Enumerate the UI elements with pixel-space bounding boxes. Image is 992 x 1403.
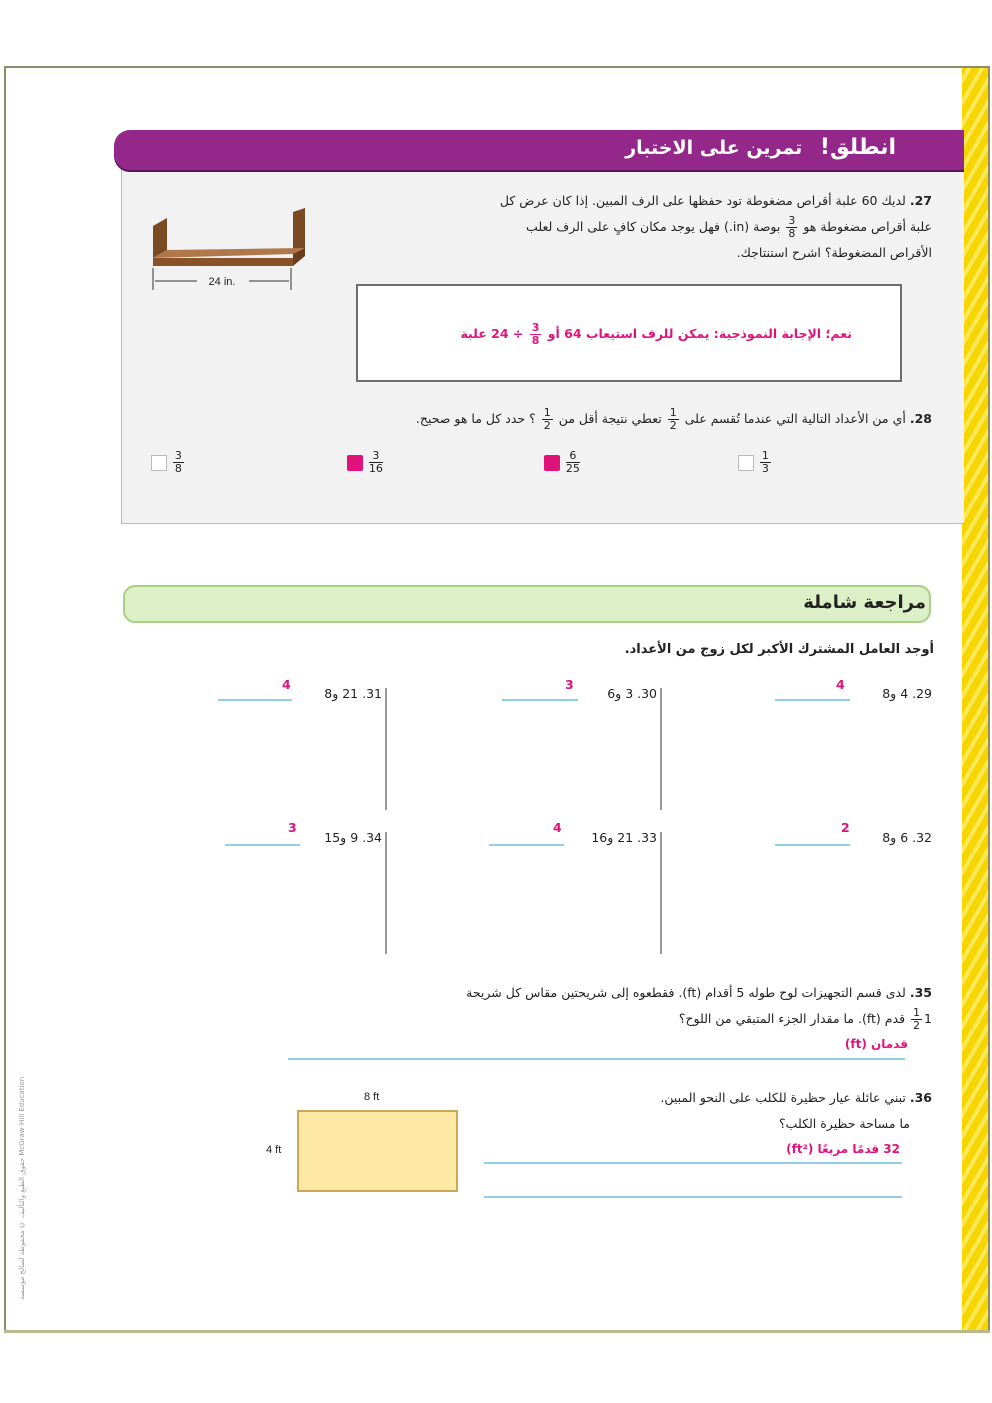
q36-text-a: تبني عائلة عيار حظيرة للكلب على النحو المبين. xyxy=(660,1090,906,1105)
q28-option-3[interactable]: $\frac{3}{16}$ xyxy=(347,450,385,475)
column-divider xyxy=(660,688,662,810)
review-instruction: أوجد العامل المشترك الأكبر لكل زوج من الأعداد. xyxy=(624,642,934,657)
q30-label: 30. 3 و6 xyxy=(607,686,657,701)
column-divider xyxy=(385,688,387,810)
q31-answer-line[interactable] xyxy=(218,699,292,701)
bottom-band xyxy=(4,1330,990,1333)
q36-answer-line-2[interactable] xyxy=(484,1196,902,1198)
q35-number: 35. xyxy=(909,985,932,1000)
q32-label: 32. 6 و8 xyxy=(882,830,932,845)
q28-text-c: ؟ حدد كل ما هو صحيح. xyxy=(415,411,536,426)
question-36 xyxy=(660,1085,932,1137)
q27-text-b1: علبة أقراص مضغوطة هو xyxy=(803,219,932,234)
q35-answer: قدمان (ft) xyxy=(844,1037,908,1051)
banner-title: انطلق! xyxy=(819,135,896,160)
q33-answer: 4 xyxy=(553,820,562,835)
q27-number: 27. xyxy=(909,193,932,208)
banner-heading xyxy=(625,135,896,160)
column-divider xyxy=(660,832,662,954)
q28-half-a: $\frac{1}{2}$ xyxy=(669,406,677,432)
pen-height-label: 4 ft xyxy=(266,1144,282,1156)
column-divider xyxy=(385,832,387,954)
q30-answer-line[interactable] xyxy=(502,699,578,701)
q36-text-b: ما مساحة حظيرة الكلب؟ xyxy=(779,1116,910,1131)
q35-text-b: قدم (ft). ما مقدار الجزء المتبقي من اللوح؟ xyxy=(678,1011,906,1026)
q30-answer: 3 xyxy=(565,677,574,692)
pen-width-label: 8 ft xyxy=(364,1091,380,1103)
q36-answer: 32 قدمًا مربعًا (ft²) xyxy=(786,1142,900,1156)
q36-answer-line-1[interactable] xyxy=(484,1162,902,1164)
q36-number: 36. xyxy=(909,1090,932,1105)
question-28 xyxy=(416,406,932,432)
q34-answer: 3 xyxy=(288,820,297,835)
q27-fraction: $\frac{3}{8}$ xyxy=(788,214,796,240)
q35-mixed-number: 1 $\frac{1}{2}$ xyxy=(913,1006,932,1032)
q28-text-a: أي من الأعداد التالية التي عندما تُقسم على xyxy=(684,411,906,426)
checkbox[interactable] xyxy=(347,455,363,471)
checkbox[interactable] xyxy=(544,455,560,471)
q35-text-a: لدى قسم التجهيزات لوح طوله 5 أقدام (ft). فقطعوه إلى شريحتين مقاس كل شريحة xyxy=(466,985,906,1000)
banner-subtitle: تمرين على الاختبار xyxy=(625,137,803,159)
question-35 xyxy=(340,980,932,1032)
q28-option-2[interactable]: $\frac{6}{25}$ xyxy=(544,450,582,475)
q31-answer: 4 xyxy=(282,677,291,692)
q28-text-b: تعطي نتيجة أقل من xyxy=(558,411,662,426)
yellow-edge-stripe xyxy=(962,68,988,1330)
q27-text-a: لديك 60 علبة أقراص مضغوطة تود حفظها على الرف المبين. إذا كان عرض كل xyxy=(499,193,906,208)
shelf-width-label: 24 in. xyxy=(208,276,236,288)
q28-option-4[interactable]: $\frac{3}{8}$ xyxy=(151,450,186,475)
review-title: مراجعة شاملة xyxy=(803,592,926,613)
checkbox[interactable] xyxy=(738,455,754,471)
q28-number: 28. xyxy=(909,411,932,426)
q33-answer-line[interactable] xyxy=(489,844,564,846)
dog-pen-rectangle xyxy=(297,1110,458,1192)
q29-answer: 4 xyxy=(836,677,845,692)
q28-half-b: $\frac{1}{2}$ xyxy=(543,406,551,432)
q28-option-1[interactable]: $\frac{1}{3}$ xyxy=(738,450,773,475)
q29-label: 29. 4 و8 xyxy=(882,686,932,701)
copyright-credit: حقوق الطبع والتأليف © محفوظة لصالح مؤسسة McGraw-Hill Education xyxy=(18,1076,26,1300)
q29-answer-line[interactable] xyxy=(775,699,850,701)
q27-answer: نعم؛ الإجابة النموذجية: يمكن للرف استيعاب 64 أو $\frac{3}{8}$ ÷ 24 علبة xyxy=(460,321,852,347)
q34-answer-line[interactable] xyxy=(225,844,300,846)
q35-answer-line[interactable] xyxy=(288,1058,905,1060)
checkbox[interactable] xyxy=(151,455,167,471)
q27-text-c: الأقراص المضغوطة؟ اشرح استنتاجك. xyxy=(736,245,932,260)
q27-text-b2: بوصة (in.) فهل يوجد مكان كافٍ على الرف لعلب xyxy=(526,219,781,234)
q34-label: 34. 9 و15 xyxy=(324,830,382,845)
q33-label: 33. 21 و16 xyxy=(591,830,657,845)
q32-answer: 2 xyxy=(841,820,850,835)
question-27 xyxy=(362,188,932,266)
shelf-illustration xyxy=(145,208,305,293)
q32-answer-line[interactable] xyxy=(775,844,850,846)
q31-label: 31. 21 و8 xyxy=(324,686,382,701)
